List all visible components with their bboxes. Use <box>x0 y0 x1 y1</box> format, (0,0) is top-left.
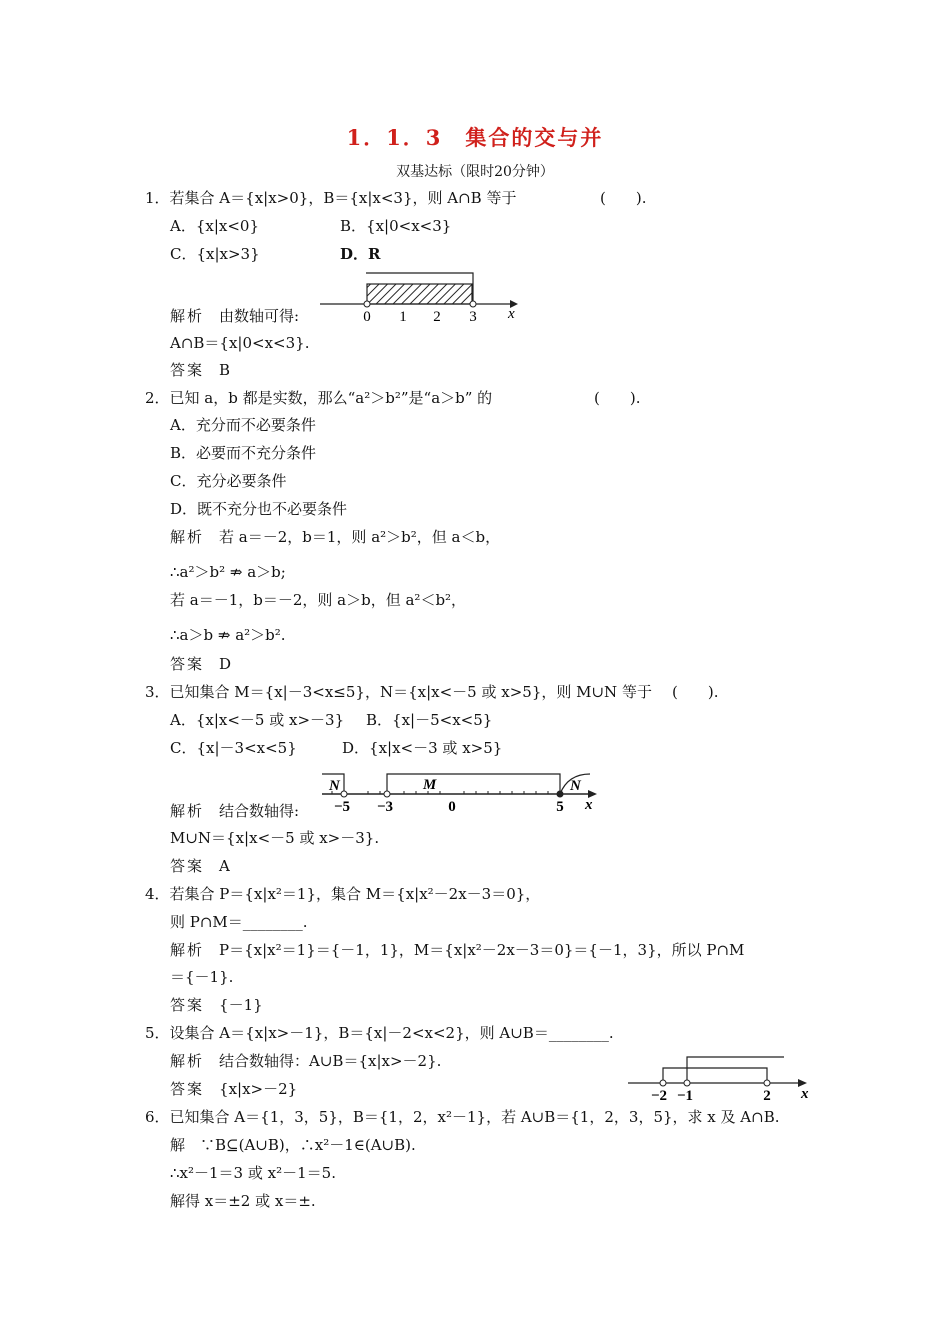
q5-answer <box>170 1079 297 1099</box>
q1-number-line <box>318 268 528 328</box>
q1-option-a: A．{x|x<0} <box>170 217 260 235</box>
q3-paren: ( ). <box>672 683 719 701</box>
q1-tick-3: 3 <box>469 309 477 325</box>
q6-stem: 6．已知集合 A＝{1，3，5}，B＝{1，2，x²－1}，若 A∪B＝{1，2，3，5}，求 x 及 A∩B. <box>145 1108 780 1126</box>
q5-set-b-bracket <box>663 1068 767 1083</box>
q3-axis-var: x <box>585 797 593 813</box>
q6-solution <box>170 1135 416 1155</box>
q5-analysis <box>170 1051 441 1071</box>
q3-set-m-bracket <box>387 774 560 794</box>
q4-stem: 4．若集合 P＝{x|x²＝1}，集合 M＝{x|x²－2x－3＝0}， <box>145 885 541 903</box>
q4-analysis <box>170 940 744 960</box>
q6-solution-line1: ∵B⊆(A∪B)，∴x²－1∈(A∪B). <box>200 1136 416 1154</box>
q2-analysis <box>170 527 500 547</box>
q1-analysis-text: 由数轴可得: <box>219 307 300 325</box>
q1-tick-2: 2 <box>433 309 441 325</box>
q5-open-point-neg2 <box>660 1080 666 1086</box>
q1-analysis-label: 解析 <box>170 307 205 325</box>
q5-tick-2: 2 <box>763 1088 771 1104</box>
q3-stem: 3．已知集合 M＝{x|－3<x≤5}，N＝{x|x<－5 或 x>5}，则 M∪N 等于 <box>145 683 652 701</box>
q3-option-b: B．{x|－5<x<5} <box>366 711 493 729</box>
q1-answer <box>170 360 230 380</box>
q1-intersection-region <box>367 284 472 304</box>
q1-paren: ( ). <box>600 189 647 207</box>
q2-analysis-label: 解析 <box>170 528 205 546</box>
q3-tick-neg3: −3 <box>376 799 394 815</box>
q1-option-c: C．{x|x>3} <box>170 245 260 263</box>
q2-analysis-line4: ∴a＞b ⇏ a²＞b². <box>170 626 286 644</box>
q4-stem-line2: 则 P∩M＝________. <box>170 913 308 931</box>
q1-answer-value: B <box>219 361 231 379</box>
q3-closed-point-5 <box>557 791 563 797</box>
q3-open-point-neg5 <box>341 791 347 797</box>
q2-option-c: C．充分必要条件 <box>170 472 287 490</box>
q3-tick-5: 5 <box>556 799 564 815</box>
q3-open-point-neg3 <box>384 791 390 797</box>
q2-analysis-line3: 若 a＝－1，b＝－2，则 a＞b，但 a²＜b²， <box>170 591 467 609</box>
q1-axis-var: x <box>508 306 515 322</box>
q3-tick-0: 0 <box>448 799 456 815</box>
q3-answer <box>170 856 230 876</box>
q4-answer-value: {－1} <box>219 996 263 1014</box>
q3-label-n-left: N <box>329 778 340 794</box>
q1-option-b: B．{x|0<x<3} <box>340 217 452 235</box>
q3-option-d: D．{x|x<－3 或 x>5} <box>342 739 503 757</box>
q3-analysis-label: 解析 <box>170 802 205 820</box>
q2-option-d: D．既不充分也不必要条件 <box>170 500 348 518</box>
q4-analysis-line2: ＝{－1}. <box>170 968 234 986</box>
q5-answer-label: 答案 <box>170 1080 205 1098</box>
q1-analysis <box>170 306 299 326</box>
q1-result: A∩B＝{x|0<x<3}. <box>170 334 310 352</box>
q3-option-c: C．{x|－3<x<5} <box>170 739 297 757</box>
q5-stem: 5．设集合 A＝{x|x>－1}，B＝{x|－2<x<2}，则 A∪B＝________. <box>145 1024 614 1042</box>
q2-answer <box>170 654 231 674</box>
q3-label-m: M <box>423 777 437 793</box>
q5-open-point-neg1 <box>684 1080 690 1086</box>
q2-paren: ( ). <box>594 389 641 407</box>
q5-answer-value: {x|x>－2} <box>219 1080 298 1098</box>
q4-answer-label: 答案 <box>170 996 205 1014</box>
q5-tick-neg1: −1 <box>676 1088 694 1104</box>
q3-answer-label: 答案 <box>170 857 205 875</box>
q6-solution-label: 解 <box>170 1136 186 1154</box>
q3-analysis-text: 结合数轴得: <box>219 802 300 820</box>
q2-option-b: B．必要而不充分条件 <box>170 444 317 462</box>
q3-answer-value: A <box>219 857 230 875</box>
q1-tick-1: 1 <box>399 309 407 325</box>
q2-stem: 2．已知 a，b 都是实数，那么“a²＞b²”是“a＞b” 的 <box>145 389 493 407</box>
q2-analysis-text: 若 a＝－2，b＝1，则 a²＞b²，但 a＜b， <box>219 528 501 546</box>
q5-set-a-bracket <box>687 1057 784 1083</box>
q6-solution-line3: 解得 x＝±2 或 x＝±. <box>170 1192 316 1210</box>
q5-analysis-label: 解析 <box>170 1052 205 1070</box>
q1-option-d: D．R <box>340 245 381 263</box>
q3-number-line <box>320 768 605 818</box>
q5-number-line <box>626 1052 816 1104</box>
q5-axis-var: x <box>801 1086 809 1102</box>
q1-stem: 1．若集合 A＝{x|x>0}，B＝{x|x<3}，则 A∩B 等于 <box>145 189 517 207</box>
q4-analysis-text: P＝{x|x²＝1}＝{－1，1}，M＝{x|x²－2x－3＝0}＝{－1，3}，所以 P∩M <box>219 941 745 959</box>
page-subtitle: 双基达标（限时20分钟） <box>396 164 554 180</box>
q2-answer-value: D <box>219 655 232 673</box>
q1-open-point-3 <box>470 301 476 307</box>
q5-open-point-2 <box>764 1080 770 1086</box>
q1-answer-label: 答案 <box>170 361 205 379</box>
q1-tick-0: 0 <box>363 309 371 325</box>
q2-analysis-line2: ∴a²＞b² ⇏ a＞b; <box>170 563 286 581</box>
q2-answer-label: 答案 <box>170 655 205 673</box>
q3-label-n-right: N <box>570 778 581 794</box>
page-title: 1．1．3 集合的交与并 <box>346 125 604 150</box>
q5-tick-neg2: −2 <box>650 1088 668 1104</box>
q5-analysis-text: 结合数轴得：A∪B＝{x|x>－2}. <box>219 1052 442 1070</box>
q6-solution-line2: ∴x²－1＝3 或 x²－1＝5. <box>170 1164 336 1182</box>
q3-option-a: A．{x|x<－5 或 x>－3} <box>170 711 345 729</box>
q3-analysis <box>170 801 299 821</box>
q4-analysis-label: 解析 <box>170 941 205 959</box>
q4-answer <box>170 995 263 1015</box>
q2-option-a: A．充分而不必要条件 <box>170 416 316 434</box>
q3-result: M∪N＝{x|x<－5 或 x>－3}. <box>170 829 380 847</box>
q1-open-point-0 <box>364 301 370 307</box>
q3-tick-neg5: −5 <box>333 799 351 815</box>
